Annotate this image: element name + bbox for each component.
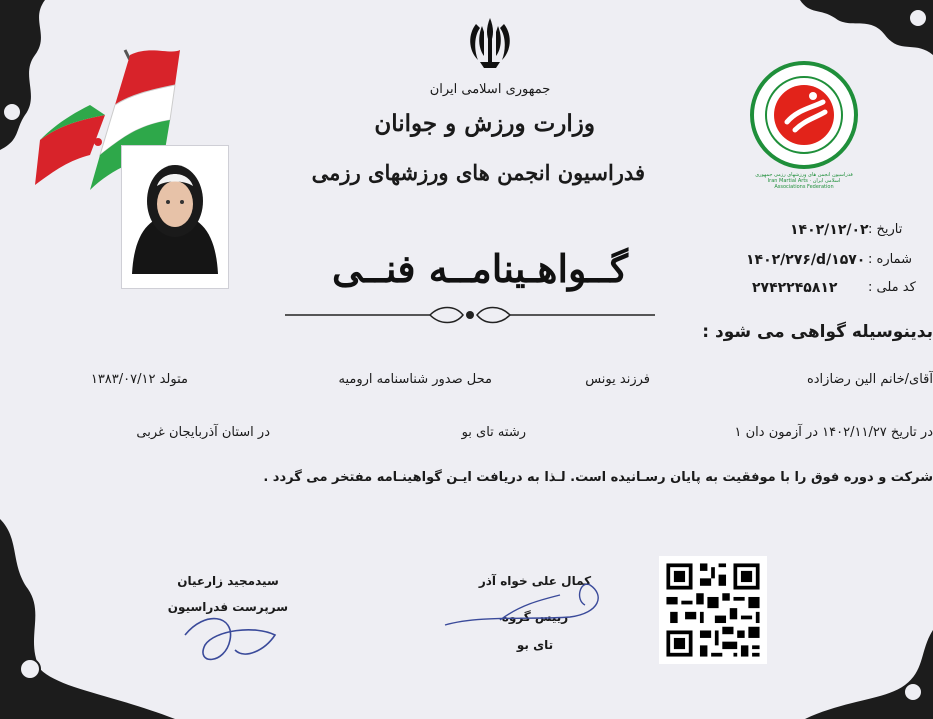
national-code-label: کد ملی : bbox=[868, 280, 916, 295]
ornament-bottom-left bbox=[0, 519, 175, 719]
qr-code-icon[interactable] bbox=[659, 556, 767, 664]
title-divider-ornament bbox=[285, 305, 655, 325]
person-portrait-icon bbox=[122, 146, 228, 288]
number-label: شماره : bbox=[868, 252, 912, 267]
date-label: تاریخ : bbox=[868, 222, 903, 237]
signer-mid-name: کمال علی خواه آذر bbox=[478, 574, 592, 588]
date-value: ۱۴۰۲/۱۲/۰۲ bbox=[790, 222, 869, 238]
national-code-value: ۲۷۴۲۲۴۵۸۱۲ bbox=[752, 280, 838, 296]
intro-text: بدینوسیله گواهی می شود : bbox=[702, 322, 933, 342]
number-value: ۱۴۰۲/۲۷۶/d/۱۵۷۰ bbox=[746, 252, 866, 268]
discipline: رشته تای بو bbox=[461, 425, 526, 440]
certificate-title: گــواهـینامــه فنــی bbox=[331, 246, 629, 291]
closing-text: شرکت و دوره فوق را با موفقیت به پایان رسـانیده است. لـذا به دریافت ایـن گواهینـامه مفتخر می گردد . bbox=[263, 470, 933, 485]
ministry-text: وزارت ورزش و جوانان bbox=[374, 110, 595, 137]
birthplace: محل صدور شناسنامه ارومیه bbox=[338, 372, 492, 387]
federation-seal-icon bbox=[749, 60, 859, 170]
signature-mid-icon bbox=[440, 575, 610, 635]
signer-left-name: سیدمجید زارعیان bbox=[177, 574, 279, 588]
profile-photo bbox=[121, 145, 229, 289]
birth-date: متولد ۱۳۸۳/۰۷/۱۲ bbox=[90, 372, 188, 387]
ornament-top-right bbox=[800, 0, 933, 60]
republic-text: جمهوری اسلامی ایران bbox=[429, 82, 551, 97]
ornament-bottom-right bbox=[805, 630, 933, 719]
signer-left-title: سرپرست فدراسیون bbox=[167, 600, 288, 614]
iran-emblem-icon bbox=[462, 14, 518, 72]
exam-date: در تاریخ ۱۴۰۲/۱۱/۲۷ در آزمون دان ۱ bbox=[734, 425, 933, 440]
holder-name: آقای/خانم الین رضازاده bbox=[806, 372, 933, 387]
province: در استان آذربایجان غربی bbox=[136, 425, 270, 440]
father-name: فرزند یونس bbox=[585, 372, 650, 387]
federation-text: فدراسیون انجمن های ورزشهای رزمی bbox=[311, 160, 645, 185]
signer-mid-discipline: تای بو bbox=[516, 638, 554, 652]
signer-mid-title: رییس گروه bbox=[501, 610, 569, 624]
signature-left-icon bbox=[175, 605, 285, 670]
seal-text: فدراسیون انجمن های ورزشهای رزمی جمهوری اسلامی ایران · Iran Martial Arts Associations Federation bbox=[755, 172, 853, 190]
